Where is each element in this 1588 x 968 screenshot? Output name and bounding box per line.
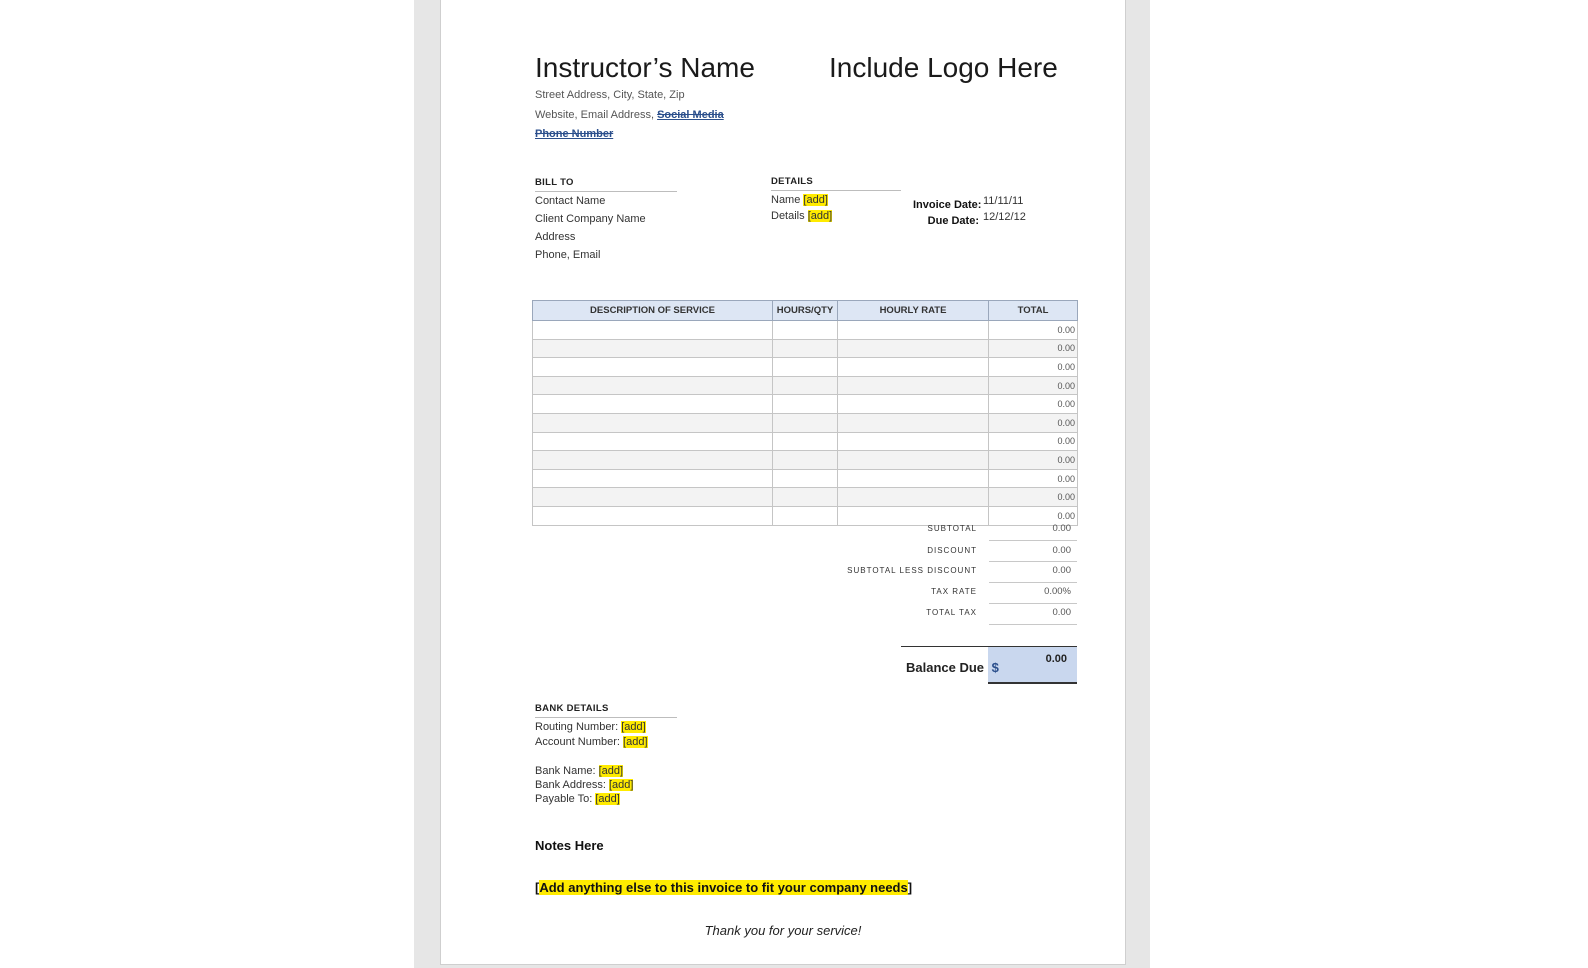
cell-description[interactable] xyxy=(533,376,773,395)
cell-rate[interactable] xyxy=(838,321,989,340)
bill-to-address: Address xyxy=(535,231,576,243)
details-details-label: Details xyxy=(771,210,808,222)
notes-add-line[interactable] xyxy=(535,880,912,895)
col-description-header: DESCRIPTION OF SERVICE xyxy=(533,301,773,321)
logo-placeholder[interactable]: Include Logo Here xyxy=(829,52,1058,83)
account-number-value[interactable]: [add] xyxy=(623,736,648,748)
balance-due-value: 0.00 xyxy=(1045,653,1067,665)
bank-address-value[interactable]: [add] xyxy=(609,779,634,791)
items-table xyxy=(532,300,1078,526)
cell-rate[interactable] xyxy=(838,488,989,507)
payable-to-value[interactable]: [add] xyxy=(595,793,620,805)
bank-name-value[interactable]: [add] xyxy=(598,765,624,777)
table-row xyxy=(533,451,1078,470)
routing-number-value[interactable]: [add] xyxy=(621,721,646,733)
cell-description[interactable] xyxy=(533,339,773,358)
cell-qty[interactable] xyxy=(773,395,838,414)
bill-to-rule xyxy=(535,191,677,192)
details-details-value[interactable]: [add] xyxy=(807,210,833,222)
invoice-date-value[interactable]: 11/11/11 xyxy=(983,195,1024,207)
due-date-label-wrap xyxy=(913,211,979,229)
col-rate-header: HOURLY RATE xyxy=(838,301,989,321)
table-row xyxy=(533,432,1078,451)
bank-address-line xyxy=(535,779,633,791)
tax-rate-rule xyxy=(989,603,1077,604)
routing-number-line xyxy=(535,721,646,733)
cell-rate[interactable] xyxy=(838,451,989,470)
cell-total[interactable]: 0.00 xyxy=(989,469,1078,488)
cell-total[interactable]: 0.00 xyxy=(989,413,1078,432)
discount-rule xyxy=(989,561,1077,562)
cell-description[interactable] xyxy=(533,358,773,377)
cell-qty[interactable] xyxy=(773,376,838,395)
notes-bracket-close: ] xyxy=(907,880,913,895)
cell-rate[interactable] xyxy=(838,432,989,451)
table-row xyxy=(533,358,1078,377)
instructor-name[interactable]: Instructor’s Name xyxy=(535,52,755,83)
cell-total[interactable]: 0.00 xyxy=(989,488,1078,507)
invoice-page xyxy=(440,0,1126,965)
account-number-label: Account Number: xyxy=(535,736,624,748)
routing-number-label: Routing Number: xyxy=(535,721,622,733)
subtotal-rule xyxy=(989,540,1077,541)
col-total-header: TOTAL xyxy=(989,301,1078,321)
cell-qty[interactable] xyxy=(773,339,838,358)
table-row xyxy=(533,469,1078,488)
items-header-row xyxy=(533,301,1078,321)
cell-total[interactable]: 0.00 xyxy=(989,339,1078,358)
contact-prefix: Website, Email Address, xyxy=(535,109,658,121)
invoice-date-label: Invoice Date: xyxy=(913,199,982,211)
cell-total[interactable]: 0.00 xyxy=(989,395,1078,414)
cell-rate[interactable] xyxy=(838,506,989,525)
bank-name-label: Bank Name: xyxy=(535,765,599,777)
table-row xyxy=(533,376,1078,395)
notes-heading[interactable]: Notes Here xyxy=(535,838,604,853)
cell-qty[interactable] xyxy=(773,488,838,507)
subtotal-less-value: 0.00 xyxy=(1052,565,1071,576)
subtotal-value: 0.00 xyxy=(1052,523,1071,534)
balance-due-label: Balance Due xyxy=(906,660,985,675)
cell-rate[interactable] xyxy=(838,413,989,432)
notes-bracket-open: [ xyxy=(535,880,540,895)
cell-total[interactable]: 0.00 xyxy=(989,506,1078,525)
subtotal-label: SUBTOTAL xyxy=(927,524,977,533)
discount-value[interactable]: 0.00 xyxy=(1052,545,1071,556)
table-row xyxy=(533,339,1078,358)
bank-address-label: Bank Address: xyxy=(535,779,609,791)
due-date-value[interactable]: 12/12/12 xyxy=(983,211,1026,223)
address-line: Street Address, City, State, Zip xyxy=(535,89,685,101)
discount-label: DISCOUNT xyxy=(927,546,977,555)
total-tax-value: 0.00 xyxy=(1052,607,1071,618)
bill-to-heading: BILL TO xyxy=(535,177,574,188)
cell-total[interactable]: 0.00 xyxy=(989,432,1078,451)
cell-description[interactable] xyxy=(533,506,773,525)
cell-description[interactable] xyxy=(533,395,773,414)
currency-symbol: $ xyxy=(991,660,999,675)
cell-description[interactable] xyxy=(533,413,773,432)
bank-name-line xyxy=(535,765,623,777)
details-name-line xyxy=(771,194,828,206)
cell-description[interactable] xyxy=(533,432,773,451)
cell-qty[interactable] xyxy=(773,321,838,340)
contact-line xyxy=(535,109,724,121)
account-number-line xyxy=(535,736,648,748)
table-row xyxy=(533,413,1078,432)
cell-qty[interactable] xyxy=(773,506,838,525)
cell-description[interactable] xyxy=(533,488,773,507)
due-date-label: Due Date: xyxy=(927,215,979,227)
table-row xyxy=(533,395,1078,414)
payable-to-line xyxy=(535,793,620,805)
cell-rate[interactable] xyxy=(838,358,989,377)
total-tax-rule xyxy=(989,624,1077,625)
details-name-value[interactable]: [add] xyxy=(803,194,828,206)
balance-due-label-wrap xyxy=(906,660,999,675)
total-tax-label: TOTAL TAX xyxy=(926,608,977,617)
table-row xyxy=(533,488,1078,507)
bill-to-company: Client Company Name xyxy=(535,213,646,225)
phone-number-link[interactable]: Phone Number xyxy=(535,128,614,140)
cell-total[interactable]: 0.00 xyxy=(989,451,1078,470)
cell-rate[interactable] xyxy=(838,395,989,414)
cell-rate[interactable] xyxy=(838,339,989,358)
social-media-link[interactable]: Social Media xyxy=(657,109,724,121)
cell-qty[interactable] xyxy=(773,432,838,451)
bill-to-phone-email: Phone, Email xyxy=(535,249,601,261)
notes-highlight-text: Add anything else to this invoice to fit your company needs xyxy=(539,880,908,895)
thank-you-message: Thank you for your service! xyxy=(704,923,862,938)
cell-total[interactable]: 0.00 xyxy=(989,376,1078,395)
payable-to-label: Payable To: xyxy=(535,793,596,805)
cell-qty[interactable] xyxy=(773,358,838,377)
cell-description[interactable] xyxy=(533,451,773,470)
cell-qty[interactable] xyxy=(773,451,838,470)
table-row xyxy=(533,321,1078,340)
phone-line xyxy=(535,128,613,140)
cell-qty[interactable] xyxy=(773,413,838,432)
cell-qty[interactable] xyxy=(773,469,838,488)
cell-total[interactable]: 0.00 xyxy=(989,358,1078,377)
cell-rate[interactable] xyxy=(838,376,989,395)
bank-details-rule xyxy=(535,717,677,718)
cell-rate[interactable] xyxy=(838,469,989,488)
tax-rate-value[interactable]: 0.00% xyxy=(1044,586,1071,597)
col-qty-header: HOURS/QTY xyxy=(773,301,838,321)
details-heading: DETAILS xyxy=(771,176,814,187)
tax-rate-label: TAX RATE xyxy=(931,587,977,596)
details-details-line xyxy=(771,210,832,222)
balance-due-box xyxy=(988,647,1077,684)
subtotal-less-rule xyxy=(989,582,1077,583)
details-name-label: Name xyxy=(771,194,804,206)
subtotal-less-label: SUBTOTAL LESS DISCOUNT xyxy=(847,566,977,575)
bank-details-heading: BANK DETAILS xyxy=(535,703,609,714)
cell-description[interactable] xyxy=(533,469,773,488)
cell-description[interactable] xyxy=(533,321,773,340)
bill-to-contact: Contact Name xyxy=(535,195,606,207)
cell-total[interactable]: 0.00 xyxy=(989,321,1078,340)
details-rule xyxy=(771,190,901,191)
